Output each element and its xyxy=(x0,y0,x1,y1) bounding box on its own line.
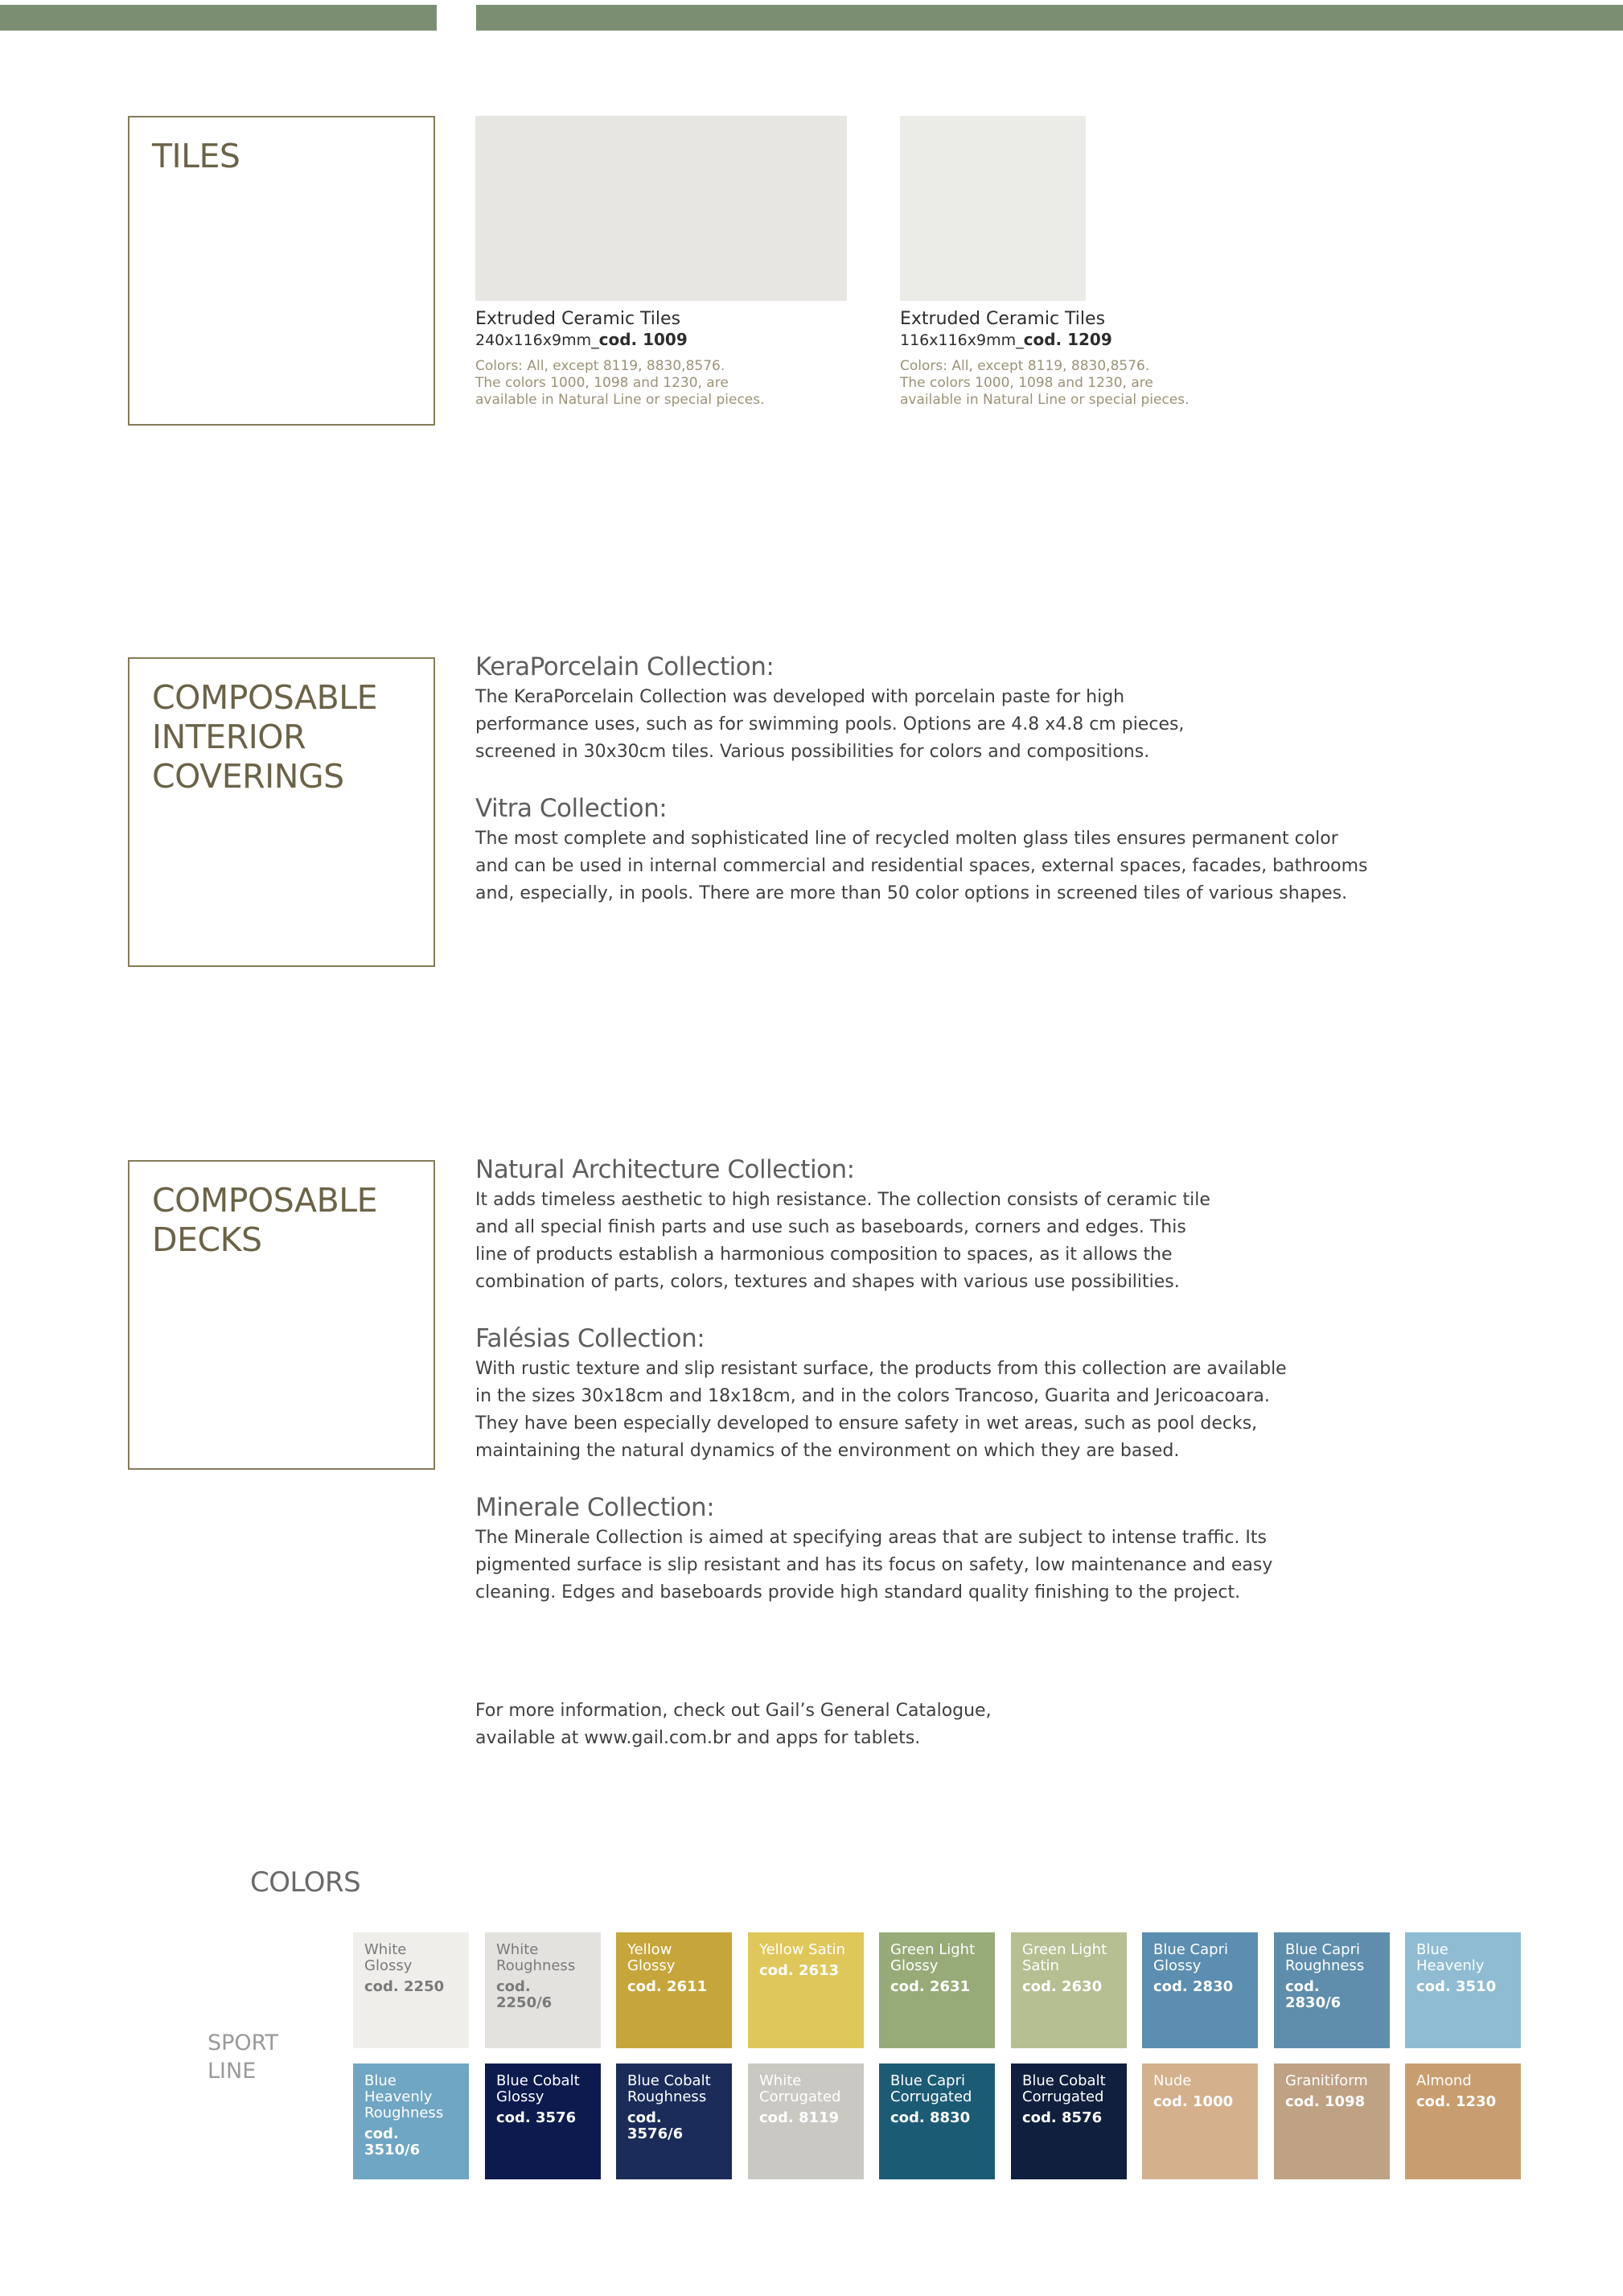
swatch-code: cod. 3510 xyxy=(1416,1978,1497,1995)
swatch-name: Blue Heavenly xyxy=(1416,1941,1485,1974)
collection-natural-architecture xyxy=(475,1154,1210,1296)
swatch-code: cod. 2250/6 xyxy=(496,1978,553,2011)
swatch-name: Blue Cobalt Roughness xyxy=(627,2072,711,2105)
color-swatch xyxy=(879,1932,995,2048)
color-swatch xyxy=(748,2064,864,2179)
swatch-name: Blue Heavenly Roughness xyxy=(364,2072,444,2121)
collection-falesias xyxy=(475,1323,1287,1465)
swatch-code: cod. 1000 xyxy=(1153,2093,1234,2110)
top-bar-right xyxy=(476,5,1623,31)
swatch-name: Green Light Glossy xyxy=(890,1941,976,1974)
swatch-name: Blue Capri Glossy xyxy=(1153,1941,1228,1974)
swatch-name: Nude xyxy=(1153,2072,1192,2089)
swatch-code: cod. 8576 xyxy=(1022,2109,1103,2126)
tile-info-1209 xyxy=(900,309,1190,409)
tile-name: Extruded Ceramic Tiles xyxy=(475,309,681,329)
color-swatch xyxy=(616,2064,732,2179)
swatch-code: cod. 2611 xyxy=(627,1978,708,1995)
color-swatch xyxy=(353,2064,469,2179)
color-swatch xyxy=(1011,2064,1127,2179)
tile-size xyxy=(475,330,765,350)
swatch-code: cod. 3576/6 xyxy=(627,2109,684,2142)
top-bar-left xyxy=(0,5,437,31)
swatch-code: cod. 2830/6 xyxy=(1285,1978,1342,2011)
swatch-name: Granitiform xyxy=(1285,2072,1368,2089)
swatch-name: White Glossy xyxy=(364,1941,413,1974)
tile-dimensions: 116x116x9mm_ xyxy=(900,331,1024,349)
catalogue-note: For more information, check out Gail’s General Catalogue, available at www.gail.com.br and apps for tablets. xyxy=(475,1701,992,1748)
swatch-code: cod. 3510/6 xyxy=(364,2125,421,2158)
swatch-code: cod. 1230 xyxy=(1416,2093,1497,2110)
collection-body: The KeraPorcelain Collection was developed with porcelain paste for high performance uses, such as for swimming pools. Options are 4.8 x4.8 cm pieces, screened in 30x30cm tiles. Various possibilities for colors and compositions. xyxy=(475,687,1185,762)
tile-info-1009 xyxy=(475,309,765,409)
sport-line-label: SPORT LINE xyxy=(207,2031,278,2084)
tile-code: cod. 1009 xyxy=(598,330,688,349)
color-swatch xyxy=(1405,1932,1521,2048)
swatch-name: Yellow Satin xyxy=(759,1941,846,1958)
tile-dimensions: 240x116x9mm_ xyxy=(475,331,599,349)
tile-image-1209 xyxy=(900,116,1086,301)
tile-code: cod. 1209 xyxy=(1023,330,1112,349)
collection-title: Falésias Collection: xyxy=(475,1324,705,1353)
tiles-section-title: TILES xyxy=(152,137,240,175)
color-swatch xyxy=(1274,1932,1390,2048)
swatch-name: Yellow Glossy xyxy=(627,1941,676,1974)
tile-size xyxy=(900,330,1190,350)
collection-body: It adds timeless aesthetic to high resistance. The collection consists of ceramic tile and all special finish parts and use such as baseboards, corners and edges. This line of products establish a harmonious composition to spaces, as it allows the combination of parts, colors, textures and shapes with various use possibilities. xyxy=(475,1190,1210,1292)
collection-title: KeraPorcelain Collection: xyxy=(475,652,775,681)
tiles-section-box xyxy=(128,116,435,426)
swatch-name: Almond xyxy=(1416,2072,1472,2089)
color-swatch xyxy=(485,2064,601,2179)
swatch-code: cod. 2830 xyxy=(1153,1978,1234,1995)
tile-note: Colors: All, except 8119, 8830,8576. The colors 1000, 1098 and 1230, are available in Natural Line or special pieces. xyxy=(900,358,1190,408)
tile-image-1009 xyxy=(475,116,847,301)
swatch-code: cod. 3576 xyxy=(496,2109,577,2126)
interior-section-title: COMPOSABLE INTERIOR COVERINGS xyxy=(152,678,377,796)
swatch-code: cod. 8119 xyxy=(759,2109,840,2126)
swatch-name: White Corrugated xyxy=(759,2072,841,2105)
collection-title: Minerale Collection: xyxy=(475,1493,715,1522)
swatch-code: cod. 2250 xyxy=(364,1978,445,1995)
collection-title: Natural Architecture Collection: xyxy=(475,1155,855,1184)
color-swatch-grid xyxy=(353,1932,1521,2180)
color-swatch xyxy=(1274,2064,1390,2179)
swatch-name: Blue Cobalt Corrugated xyxy=(1022,2072,1106,2105)
decks-section-box xyxy=(128,1160,435,1470)
collection-vitra xyxy=(475,793,1368,907)
swatch-name: Blue Capri Roughness xyxy=(1285,1941,1365,1974)
swatch-code: cod. 2631 xyxy=(890,1978,971,1995)
swatch-name: Green Light Satin xyxy=(1022,1941,1107,1974)
colors-title: COLORS xyxy=(250,1866,361,1899)
color-swatch xyxy=(1142,2064,1258,2179)
interior-section-box xyxy=(128,657,435,967)
color-swatch xyxy=(353,1932,469,2048)
collection-body: The Minerale Collection is aimed at specifying areas that are subject to intense traffic. Its pigmented surface is slip resistant and has its focus on safety, low maintenance and easy cleaning. Edges and baseboards provide high standard quality finishing to the project. xyxy=(475,1528,1273,1603)
color-swatch xyxy=(1405,2064,1521,2179)
swatch-name: Blue Cobalt Glossy xyxy=(496,2072,580,2105)
collection-body: The most complete and sophisticated line of recycled molten glass tiles ensures permanent color and can be used in internal commercial and residential spaces, external spaces, facades, bathrooms and, especially, in pools. There are more than 50 color options in screened tiles of various shapes. xyxy=(475,829,1368,903)
collection-keraporcelain xyxy=(475,652,1184,766)
collection-body: With rustic texture and slip resistant surface, the products from this collection are available in the sizes 30x18cm and 18x18cm, and in the colors Trancoso, Guarita and Jericoacoara. They have been especially developed to ensure safety in wet areas, such as pool decks, maintaining the natural dynamics of the environment on which they are based. xyxy=(475,1359,1287,1461)
tile-name: Extruded Ceramic Tiles xyxy=(900,309,1106,329)
collection-title: Vitra Collection: xyxy=(475,794,668,823)
swatch-code: cod. 8830 xyxy=(890,2109,971,2126)
swatch-code: cod. 2613 xyxy=(759,1962,840,1979)
color-swatch xyxy=(748,1932,864,2048)
collection-minerale xyxy=(475,1492,1272,1607)
color-swatch xyxy=(616,1932,732,2048)
swatch-code: cod. 1098 xyxy=(1285,2093,1366,2110)
color-swatch xyxy=(1011,1932,1127,2048)
color-swatch xyxy=(1142,1932,1258,2048)
decks-section-title: COMPOSABLE DECKS xyxy=(152,1181,377,1259)
color-swatch xyxy=(485,1932,601,2048)
color-swatch xyxy=(879,2064,995,2179)
tile-note: Colors: All, except 8119, 8830,8576. The colors 1000, 1098 and 1230, are available in Natural Line or special pieces. xyxy=(475,358,765,408)
swatch-code: cod. 2630 xyxy=(1022,1978,1103,1995)
swatch-name: White Roughness xyxy=(496,1941,576,1974)
swatch-name: Blue Capri Corrugated xyxy=(890,2072,972,2105)
